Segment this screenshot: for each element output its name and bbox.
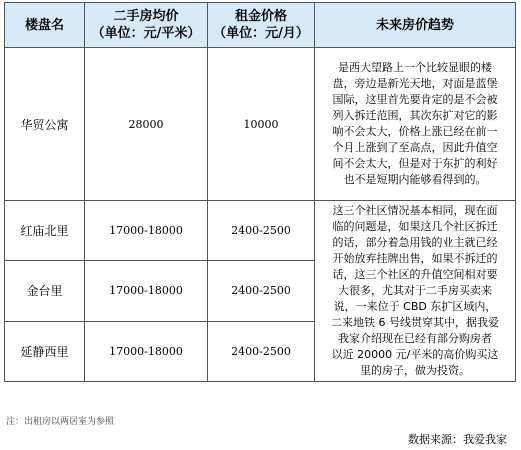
footnote: 注：出租房以两居室为参照 bbox=[6, 417, 115, 427]
trend-line: 的话，部分着急用钱的业主就已经 bbox=[332, 236, 498, 249]
trend-line: 我家介绍现在已经有部分购房者 bbox=[338, 332, 492, 345]
cell-price: 17000-18000 bbox=[85, 321, 208, 381]
trend-line: 列入拆迁范围，其次东扩对它的影 bbox=[332, 109, 498, 122]
table-row bbox=[5, 48, 516, 201]
header-price bbox=[85, 3, 208, 48]
header-price-line1: 二手房均价 bbox=[113, 9, 179, 24]
cell-name: 延静西里 bbox=[5, 321, 85, 381]
cell-trend-huamao bbox=[315, 48, 516, 201]
trend-line: 临的问题是，如果这几个社区拆迁 bbox=[332, 220, 498, 233]
price-table bbox=[4, 2, 516, 382]
price-table-container bbox=[4, 2, 515, 382]
trend-line: 也不是短期内能够看得到的。 bbox=[343, 173, 487, 186]
header-row bbox=[5, 3, 516, 48]
cell-name: 华贸公寓 bbox=[5, 48, 85, 201]
trend-line: 话，这三个社区的升值空间相对要 bbox=[332, 268, 498, 281]
cell-trend-group bbox=[315, 201, 516, 382]
trend-line: 盘，旁边是新光天地，对面是蓝堡 bbox=[332, 77, 498, 90]
trend-line: 以近 20000 元/平米的高价购买这 bbox=[331, 348, 499, 361]
cell-rent: 2400-2500 bbox=[208, 261, 315, 321]
header-price-line2: （单位：元/平米） bbox=[91, 26, 201, 41]
trend-line: 间不会太大，但是对于东扩的利好 bbox=[332, 157, 498, 170]
trend-line: 开始放弃挂牌出售，如果不拆迁的 bbox=[332, 252, 498, 265]
trend-line: 个月上涨到了至高点，因此升值空 bbox=[332, 141, 498, 154]
cell-rent: 2400-2500 bbox=[208, 201, 315, 261]
trend-line: 二来地铁 6 号线贯穿其中，据我爱 bbox=[331, 316, 499, 329]
header-rent-line1: 租金价格 bbox=[234, 9, 287, 24]
trend-line: 说，一来位于 CBD 东扩区域内， bbox=[333, 300, 497, 313]
trend-line: 国际，这里首先要肯定的是不会被 bbox=[332, 93, 498, 106]
data-source: 数据来源：我爱我家 bbox=[408, 433, 507, 446]
cell-name: 金台里 bbox=[5, 261, 85, 321]
header-name: 楼盘名 bbox=[5, 3, 85, 48]
cell-name: 红庙北里 bbox=[5, 201, 85, 261]
trend-line: 里的房子，做为投资。 bbox=[360, 364, 470, 377]
trend-line: 这三个社区情况基本相同，现在面 bbox=[332, 204, 498, 217]
cell-price: 17000-18000 bbox=[85, 261, 208, 321]
header-rent bbox=[208, 3, 315, 48]
cell-price: 17000-18000 bbox=[85, 201, 208, 261]
trend-line: 是西大望路上一个比较显眼的楼 bbox=[338, 61, 492, 74]
header-rent-line2: （单位：元/月） bbox=[213, 26, 309, 41]
cell-price: 28000 bbox=[85, 48, 208, 201]
cell-rent: 10000 bbox=[208, 48, 315, 201]
table-row bbox=[5, 201, 516, 261]
header-trend: 未来房价趋势 bbox=[315, 3, 516, 48]
trend-line: 大很多，尤其对于二手房买卖来 bbox=[338, 284, 492, 297]
trend-line: 响不会太大，价格上涨已经在前一 bbox=[332, 125, 498, 138]
cell-rent: 2400-2500 bbox=[208, 321, 315, 381]
